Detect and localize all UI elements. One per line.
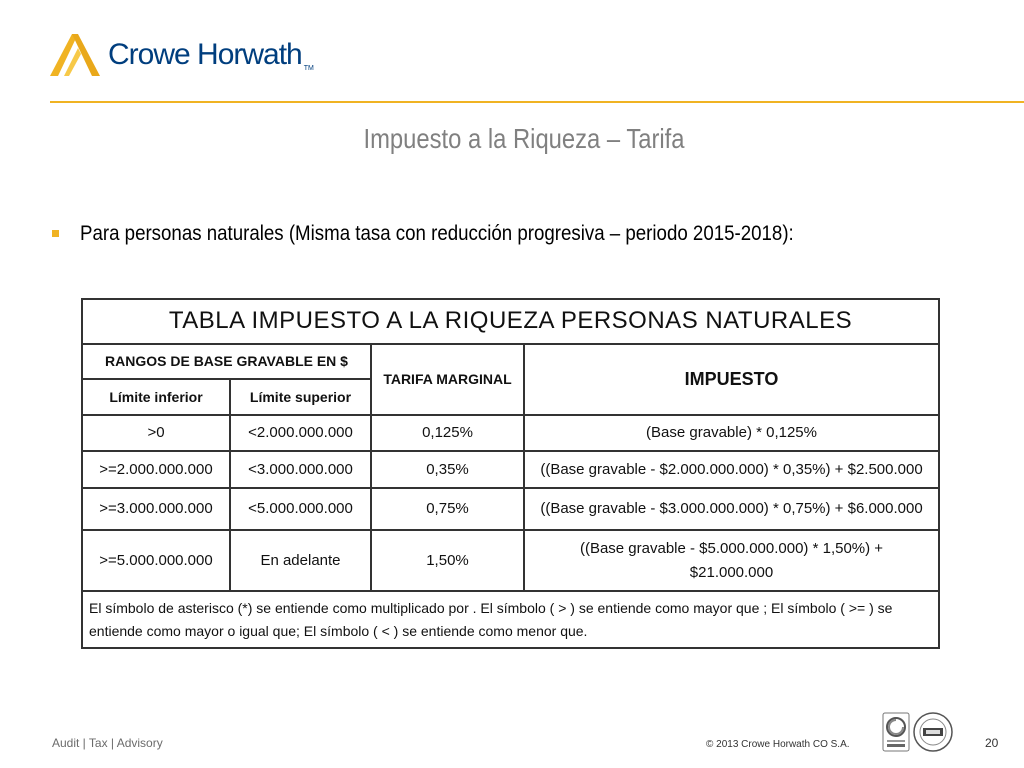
tax-cell: ((Base gravable - $3.000.000.000) * 0,75%) + $6.000.000 bbox=[524, 488, 939, 531]
rate-cell: 0,35% bbox=[371, 451, 524, 488]
rate-cell: 0,125% bbox=[371, 415, 524, 452]
table-row bbox=[82, 530, 939, 591]
upper-limit-cell: <2.000.000.000 bbox=[230, 415, 371, 452]
lower-limit-cell: >0 bbox=[82, 415, 230, 452]
table-row bbox=[82, 451, 939, 488]
table-heading: TABLA IMPUESTO A LA RIQUEZA PERSONAS NATURALES bbox=[82, 299, 939, 344]
tax-cell: (Base gravable) * 0,125% bbox=[524, 415, 939, 452]
tax-cell bbox=[524, 530, 939, 591]
tax-cell: ((Base gravable - $2.000.000.000) * 0,35%) + $2.500.000 bbox=[524, 451, 939, 488]
upper-limit-header: Límite superior bbox=[230, 379, 371, 415]
footer-services: Audit | Tax | Advisory bbox=[52, 736, 163, 750]
table-row bbox=[82, 415, 939, 452]
page-number: 20 bbox=[985, 736, 999, 750]
company-logo bbox=[50, 32, 330, 82]
tax-header: IMPUESTO bbox=[524, 344, 939, 415]
trademark: TM bbox=[303, 65, 314, 72]
footer-copyright: © 2013 Crowe Horwath CO S.A. bbox=[706, 739, 850, 750]
lower-limit-cell: >=5.000.000.000 bbox=[82, 530, 230, 591]
rate-cell: 0,75% bbox=[371, 488, 524, 531]
lower-limit-cell: >=2.000.000.000 bbox=[82, 451, 230, 488]
brand-name: Crowe Horwath bbox=[108, 38, 302, 71]
lower-limit-cell: >=3.000.000.000 bbox=[82, 488, 230, 531]
header-divider bbox=[50, 101, 1024, 103]
ranges-header: RANGOS DE BASE GRAVABLE EN $ bbox=[82, 344, 371, 380]
upper-limit-cell: En adelante bbox=[230, 530, 371, 591]
table-header-row bbox=[82, 344, 939, 380]
logo-chevron-icon bbox=[50, 32, 102, 77]
certification-seal-icon bbox=[882, 712, 910, 752]
rate-cell: 1,50% bbox=[371, 530, 524, 591]
rate-header: TARIFA MARGINAL bbox=[371, 344, 524, 415]
table-note: El símbolo de asterisco (*) se entiende como multiplicado por . El símbolo ( > ) se entiende como mayor que ; El símbolo ( >= ) se entiende como mayor o igual que; El símbolo ( < ) se entiende como menor que. bbox=[82, 591, 939, 648]
bullet-text: Para personas naturales (Misma tasa con reducción progresiva – periodo 2015-2018): bbox=[80, 222, 794, 245]
upper-limit-cell: <5.000.000.000 bbox=[230, 488, 371, 531]
lower-limit-header: Límite inferior bbox=[82, 379, 230, 415]
tax-table bbox=[81, 298, 940, 649]
table-row bbox=[82, 488, 939, 531]
tax-table-container bbox=[81, 298, 938, 649]
tax-cell-line: $21.000.000 bbox=[689, 563, 774, 581]
slide-title: Impuesto a la Riqueza – Tarifa bbox=[363, 123, 685, 154]
bullet-square-icon bbox=[52, 230, 59, 237]
table-heading-row bbox=[82, 299, 939, 344]
iqnet-seal-icon bbox=[913, 712, 953, 752]
upper-limit-cell: <3.000.000.000 bbox=[230, 451, 371, 488]
logo-wordmark bbox=[108, 38, 314, 72]
table-note-row bbox=[82, 591, 939, 648]
tax-cell-line: ((Base gravable - $5.000.000.000) * 1,50%) + bbox=[579, 539, 884, 557]
